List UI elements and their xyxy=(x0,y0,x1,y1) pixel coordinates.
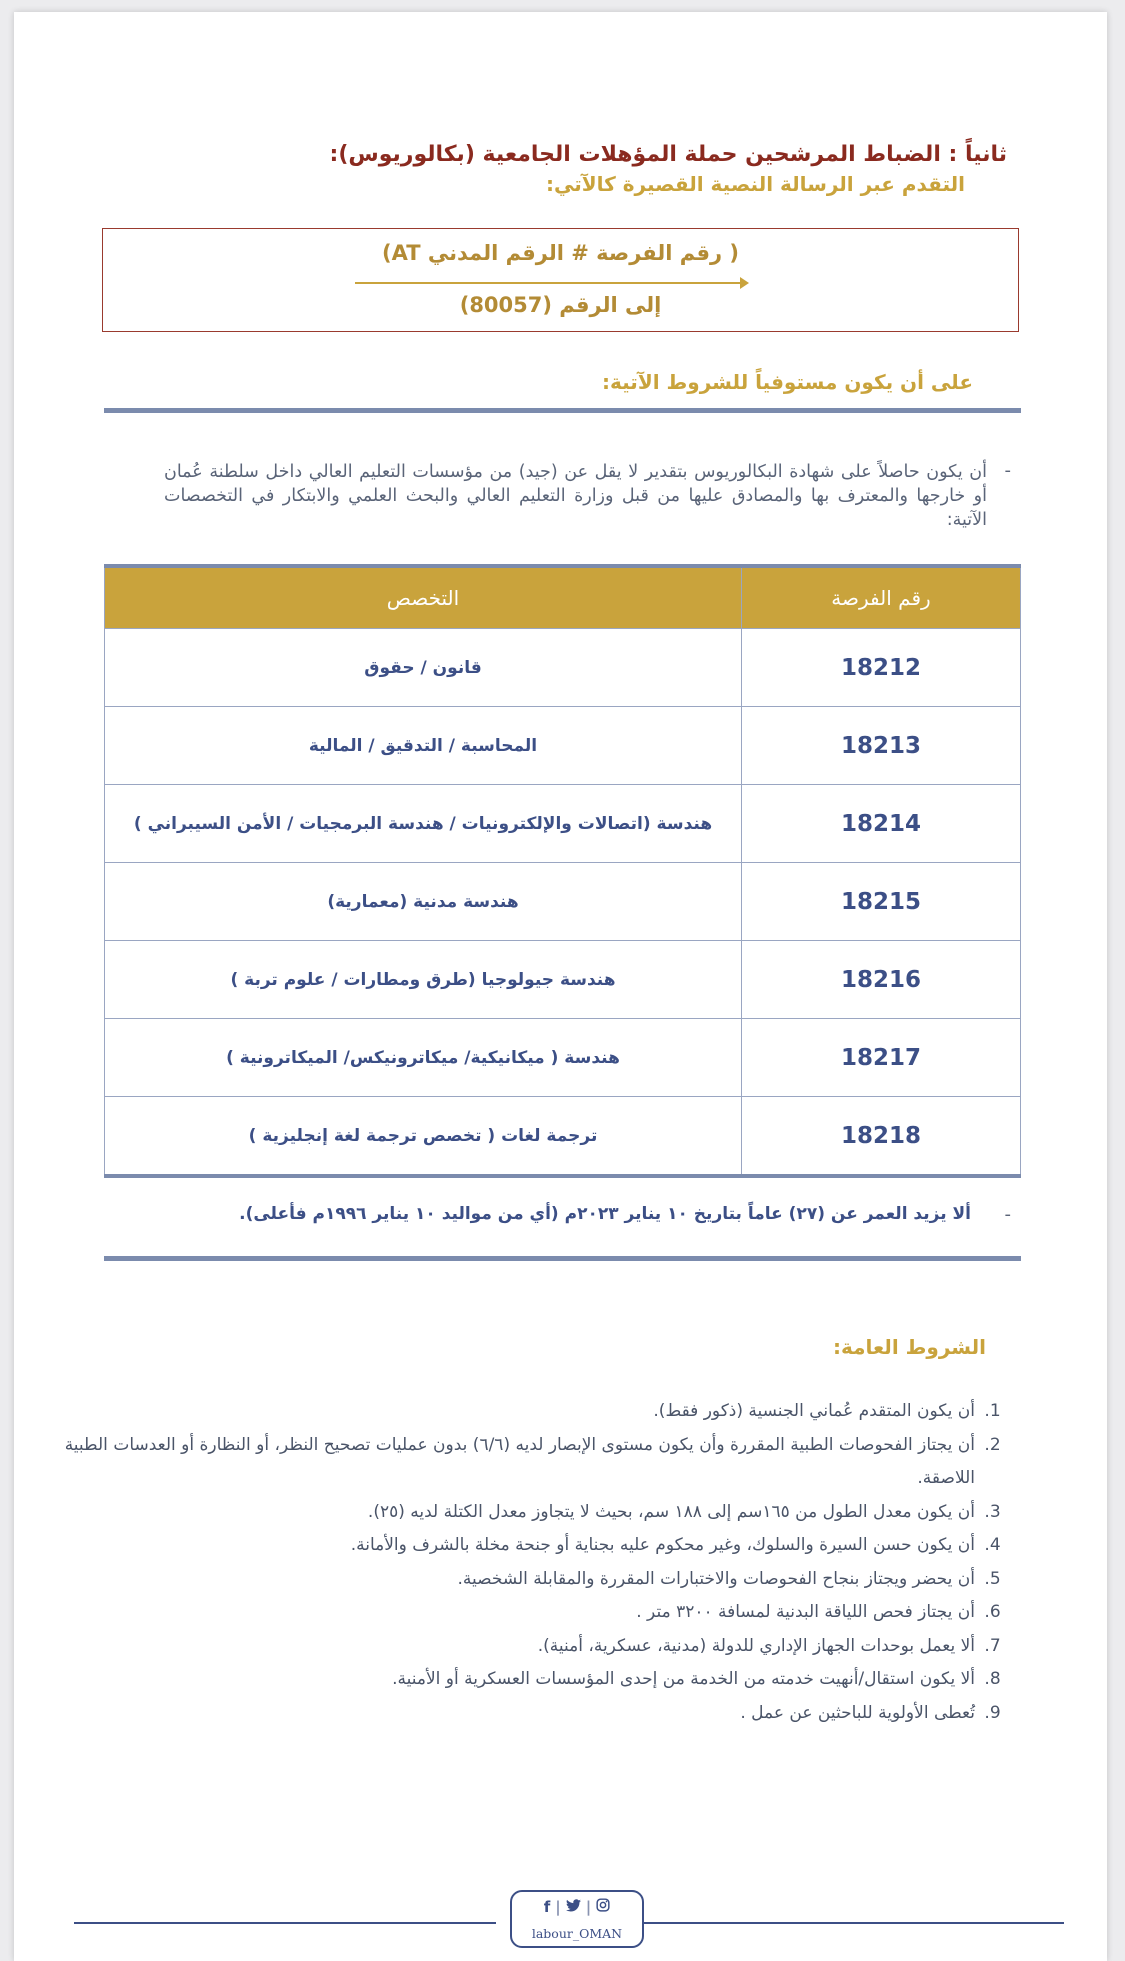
specialization-name: هندسة (اتصالات والإلكترونيات / هندسة البرمجيات / الأمن السيبراني ) xyxy=(105,785,742,863)
table-row xyxy=(105,1019,1021,1097)
list-item: 8. ألا يكون استقال/أنهيت خدمته من الخدمة من إحدى المؤسسات العسكرية أو الأمنية. xyxy=(49,1663,979,1697)
sms-format-box xyxy=(102,228,1019,332)
table-header-row xyxy=(105,566,1021,629)
social-handle: labour_OMAN xyxy=(531,1926,623,1941)
table-row xyxy=(105,785,1021,863)
divider xyxy=(104,408,1021,413)
table-row xyxy=(105,941,1021,1019)
age-requirement: ألا يزيد العمر عن (٢٧) عاماً بتاريخ ١٠ يناير ٢٠٢٣م (أي من مواليد ١٠ يناير ١٩٩٦م فأعلى). xyxy=(239,1204,971,1224)
table-row xyxy=(105,863,1021,941)
sms-number-text: إلى الرقم (80057) xyxy=(459,293,662,317)
list-item: 2. أن يجتاز الفحوصات الطبية المقررة وأن يكون مستوى الإبصار لديه (٦/٦) بدون عمليات تصحيح النظر، أو النظارة أو العدسات الطبية اللاصقة. xyxy=(49,1429,979,1496)
section-title: ثانياً : الضباط المرشحين حملة المؤهلات الجامعية (بكالوريوس): xyxy=(329,142,1007,167)
specialization-name: ترجمة لغات ( تخصص ترجمة لغة إنجليزية ) xyxy=(105,1097,742,1177)
specialization-name: قانون / حقوق xyxy=(105,629,742,707)
instagram-icon[interactable] xyxy=(591,1898,615,1916)
general-conditions-list xyxy=(49,1395,1015,1730)
table-row xyxy=(105,707,1021,785)
general-conditions-title: الشروط العامة: xyxy=(833,1335,986,1359)
table-row xyxy=(105,1097,1021,1177)
twitter-icon[interactable] xyxy=(561,1898,586,1916)
specialization-name: المحاسبة / التدقيق / المالية xyxy=(105,707,742,785)
social-media-box[interactable] xyxy=(510,1890,644,1948)
opportunity-number: 18218 xyxy=(742,1097,1021,1177)
specialization-name: هندسة مدنية (معمارية) xyxy=(105,863,742,941)
facebook-icon[interactable]: f xyxy=(543,1898,551,1916)
list-item: 9. تُعطى الأولوية للباحثين عن عمل . xyxy=(49,1697,979,1731)
section-subtitle: التقدم عبر الرسالة النصية القصيرة كالآتي: xyxy=(545,172,965,196)
opportunity-number: 18214 xyxy=(742,785,1021,863)
opportunity-number: 18216 xyxy=(742,941,1021,1019)
specialization-name: هندسة جيولوجيا (طرق ومطارات / علوم تربة ) xyxy=(105,941,742,1019)
arrow-right-icon xyxy=(355,282,747,284)
document-page xyxy=(14,12,1107,1961)
list-item: 5. أن يحضر ويجتاز بنجاح الفحوصات والاختبارات المقررة والمقابلة الشخصية. xyxy=(49,1563,979,1597)
social-icons: f | | xyxy=(512,1898,642,1916)
degree-requirement: أن يكون حاصلاً على شهادة البكالوريوس بتقدير لا يقل عن (جيد) من مؤسسات التعليم العالي داخل سلطنة عُمان أو خارجها والمعترف بها والمصادق عليها من قبل وزارة التعليم العالي والبحث العلمي والابتكار في التخصصات الآتية: xyxy=(164,462,987,530)
table-row xyxy=(105,629,1021,707)
conditions-title: على أن يكون مستوفياً للشروط الآتية: xyxy=(602,370,973,394)
footer-divider-left xyxy=(74,1922,496,1924)
list-item: 1. أن يكون المتقدم عُماني الجنسية (ذكور فقط). xyxy=(49,1395,979,1429)
opportunity-number: 18213 xyxy=(742,707,1021,785)
sms-format-text: ( رقم الفرصة # الرقم المدني AT) xyxy=(381,241,739,265)
divider xyxy=(104,1256,1021,1261)
header-specialization: التخصص xyxy=(105,566,742,629)
bullet-dash: - xyxy=(1004,460,1011,481)
bullet-dash: - xyxy=(1004,1204,1011,1225)
list-item: 6. أن يجتاز فحص اللياقة البدنية لمسافة ٣٢٠٠ متر . xyxy=(49,1596,979,1630)
opportunity-number: 18215 xyxy=(742,863,1021,941)
list-item: 3. أن يكون معدل الطول من ١٦٥سم إلى ١٨٨ سم، بحيث لا يتجاوز معدل الكتلة لديه (٢٥). xyxy=(49,1496,979,1530)
list-item: 7. ألا يعمل بوحدات الجهاز الإداري للدولة (مدنية، عسكرية، أمنية). xyxy=(49,1630,979,1664)
footer-divider-right xyxy=(642,1922,1064,1924)
specialization-name: هندسة ( ميكانيكية/ ميكاترونيكس/ الميكاترونية ) xyxy=(105,1019,742,1097)
opportunity-number: 18212 xyxy=(742,629,1021,707)
header-number: رقم الفرصة xyxy=(742,566,1021,629)
opportunity-number: 18217 xyxy=(742,1019,1021,1097)
specializations-table xyxy=(104,564,1021,1178)
list-item: 4. أن يكون حسن السيرة والسلوك، وغير محكوم عليه بجناية أو جنحة مخلة بالشرف والأمانة. xyxy=(49,1529,979,1563)
